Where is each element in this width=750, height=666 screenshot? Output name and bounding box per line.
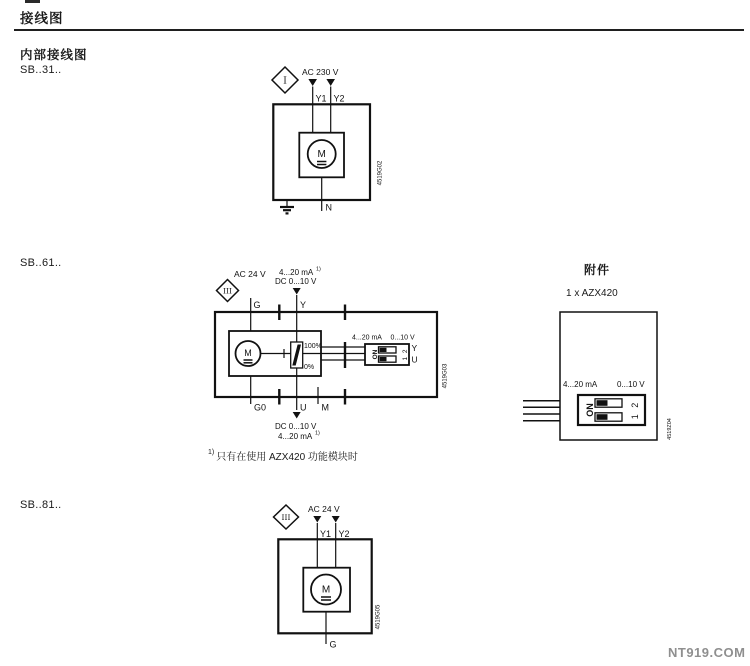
terminal-label-m: M bbox=[321, 402, 329, 413]
protection-class-numeral: III bbox=[281, 513, 291, 522]
title-divider bbox=[14, 29, 744, 31]
watermark: NT919.COM bbox=[668, 645, 746, 660]
earth-ground-icon bbox=[280, 200, 294, 213]
motor-letter: M bbox=[321, 584, 331, 596]
drawing-code: 4519Z04 bbox=[667, 418, 673, 440]
page-title: 接线图 bbox=[20, 11, 64, 26]
accessory-azx420-diagram bbox=[520, 305, 695, 445]
dip-range-ma-label: 4...20 mA bbox=[352, 334, 382, 342]
section-title: 内部接线图 bbox=[20, 48, 88, 62]
output-signal-dc-label: DC 0...10 V bbox=[275, 422, 317, 431]
dip-on-label: ON bbox=[372, 349, 379, 360]
dip-on-label: ON bbox=[585, 403, 595, 417]
motor-letter: M bbox=[244, 348, 252, 358]
cropped-text-fragment bbox=[25, 0, 40, 3]
protection-class-numeral: I bbox=[283, 76, 287, 87]
model-label-sb61: SB..61.. bbox=[20, 257, 62, 269]
terminal-label-n: N bbox=[325, 202, 332, 213]
footnote-ref-sup: 1) bbox=[316, 266, 321, 273]
input-arrow-icon bbox=[293, 288, 301, 295]
footnote bbox=[208, 448, 358, 463]
dip-range-v-label: 0...10 V bbox=[390, 334, 415, 342]
accessory-title: 附件 bbox=[584, 263, 611, 277]
dip-range-ma-label: 4...20 mA bbox=[563, 380, 598, 389]
input-arrow-icon bbox=[313, 516, 339, 523]
drawing-code: 4519G02 bbox=[377, 160, 384, 186]
protection-class-numeral: III bbox=[223, 286, 232, 296]
footnote-ref: 1) bbox=[208, 449, 215, 456]
input-signal-ma-label: 4...20 mA bbox=[279, 268, 314, 277]
dip-number-labels: 1 2 bbox=[630, 400, 640, 420]
pot-0-label: 0% bbox=[304, 364, 315, 371]
footnote-ref-sup: 1) bbox=[315, 430, 320, 437]
dip-switch bbox=[365, 344, 409, 365]
diagram-sb61 bbox=[185, 258, 453, 448]
dip-out-y-label: Y bbox=[411, 343, 418, 353]
terminal-label-g0: G0 bbox=[254, 402, 267, 413]
terminal-label-y2: Y2 bbox=[338, 529, 350, 539]
input-arrow-icon bbox=[308, 79, 335, 86]
terminal-label-y2: Y2 bbox=[333, 93, 345, 104]
protection-class-symbol bbox=[272, 67, 298, 93]
output-signal-ma-label: 4...20 mA bbox=[278, 432, 313, 441]
diagram-sb81 bbox=[240, 497, 390, 665]
terminal-label-y: Y bbox=[300, 300, 307, 310]
supply-voltage-label: AC 230 V bbox=[302, 67, 339, 77]
supply-voltage-label: AC 24 V bbox=[308, 504, 340, 514]
terminal-label-u: U bbox=[300, 402, 307, 413]
dip-number-labels: 1 2 bbox=[402, 348, 409, 361]
pot-100-label: 100% bbox=[304, 343, 322, 350]
terminal-label-g: G bbox=[253, 300, 261, 310]
model-label-sb81: SB..81.. bbox=[20, 499, 62, 511]
motor-symbol bbox=[311, 575, 341, 605]
wiring-lines bbox=[523, 401, 560, 421]
drawing-code: 4519G05 bbox=[375, 604, 382, 630]
model-label-sb31: SB..31.. bbox=[20, 64, 62, 76]
dip-out-u-label: U bbox=[411, 354, 418, 365]
output-arrow-icon bbox=[293, 412, 301, 419]
input-signal-dc-label: DC 0...10 V bbox=[275, 277, 317, 286]
protection-class-symbol bbox=[274, 505, 299, 529]
motor-letter: M bbox=[317, 149, 326, 160]
drawing-code: 4519G03 bbox=[442, 363, 449, 389]
motor-symbol bbox=[236, 341, 261, 366]
diagram-sb31 bbox=[245, 58, 395, 223]
terminal-label-g: G bbox=[329, 639, 337, 650]
supply-voltage-label: AC 24 V bbox=[234, 269, 266, 279]
module-boundary-ticks bbox=[279, 305, 345, 405]
wiring-lines bbox=[317, 523, 335, 644]
accessory-item-label: 1 x AZX420 bbox=[566, 288, 618, 299]
terminal-label-y1: Y1 bbox=[320, 529, 332, 539]
footnote-text: 只有在使用 AZX420 功能模块时 bbox=[216, 452, 358, 463]
protection-class-symbol bbox=[217, 280, 239, 302]
potentiometer-symbol bbox=[291, 342, 303, 368]
dip-range-v-label: 0...10 V bbox=[617, 380, 645, 389]
terminal-label-y1: Y1 bbox=[315, 93, 327, 104]
dip-switch bbox=[578, 395, 645, 425]
motor-symbol bbox=[308, 140, 336, 168]
